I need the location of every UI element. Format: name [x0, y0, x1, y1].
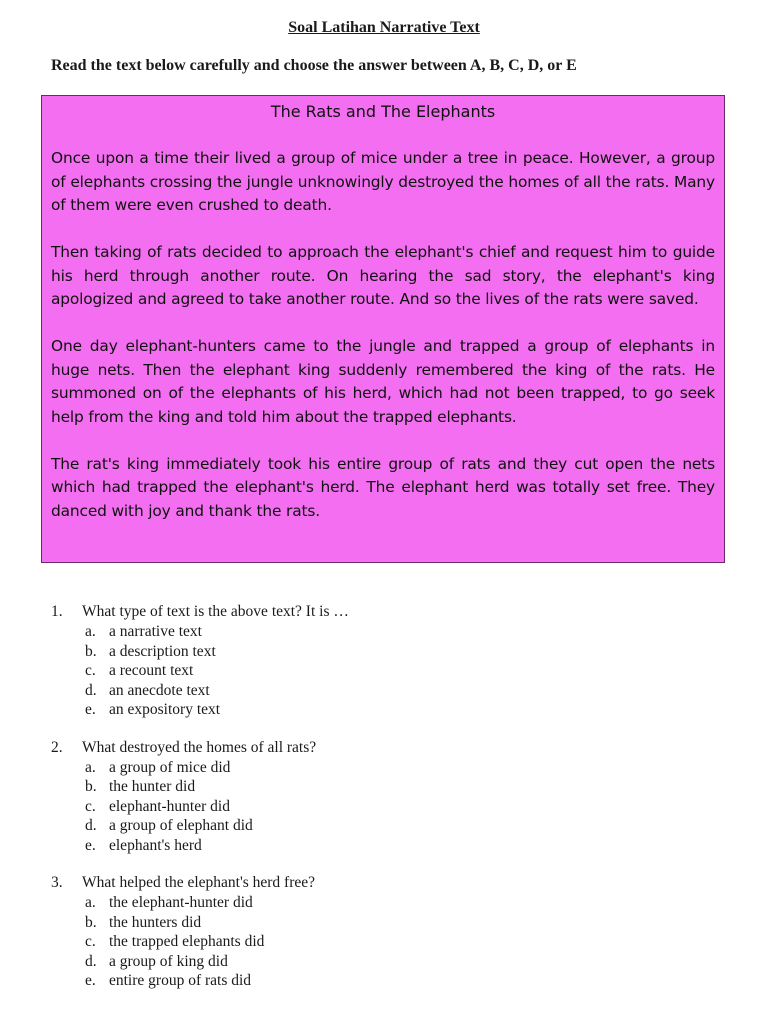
answer-option [85, 913, 731, 933]
question-number: 2. [51, 738, 63, 756]
option-letter: c. [85, 933, 96, 950]
answer-options [85, 622, 731, 720]
story-paragraph: Then taking of rats decided to approach the elephant's chief and request him to guide his herd through another route. On hearing the sad story, the elephant's king apologized and agreed to take another route. And so the lives of the rats were saved. [51, 243, 715, 308]
answer-option [85, 816, 731, 836]
option-letter: b. [85, 913, 97, 931]
answer-option [85, 952, 731, 972]
question-text: What destroyed the homes of all rats? [82, 738, 317, 756]
option-text: elephant-hunter did [109, 797, 230, 815]
answer-option [85, 622, 731, 642]
answer-option [85, 661, 731, 681]
option-text: a narrative text [109, 623, 202, 640]
option-letter: d. [85, 952, 97, 970]
option-letter: c. [85, 662, 96, 679]
question-number: 1. [51, 603, 63, 620]
option-text: the elephant-hunter did [109, 894, 253, 911]
question-number: 3. [51, 874, 63, 891]
option-text: a description text [109, 642, 216, 660]
answer-option [85, 642, 731, 662]
option-text: a group of mice did [109, 758, 231, 776]
option-text: a group of elephant did [109, 817, 253, 834]
answer-option [85, 797, 731, 817]
story-paragraph: Once upon a time their lived a group of mice under a tree in peace. However, a group of elephants crossing the jungle unknowingly destroyed the homes of all the rats. Many of them were even crushed to death. [51, 149, 715, 214]
answer-option [85, 836, 731, 856]
story-box [41, 95, 725, 563]
option-text: a group of king did [109, 952, 228, 970]
option-letter: a. [85, 758, 96, 776]
option-letter: c. [85, 797, 96, 815]
answer-options [85, 758, 731, 856]
option-letter: a. [85, 894, 96, 911]
question-1 [51, 601, 731, 720]
answer-option [85, 681, 731, 701]
option-text: the hunter did [109, 778, 196, 795]
option-letter: d. [85, 681, 97, 699]
answer-option [85, 758, 731, 778]
option-letter: a. [85, 623, 96, 640]
option-letter: e. [85, 972, 96, 989]
option-text: an anecdote text [109, 681, 210, 699]
answer-option [85, 777, 731, 797]
question-list [51, 601, 731, 1008]
option-letter: e. [85, 701, 96, 718]
question-3 [51, 872, 731, 991]
question-text: What type of text is the above text? It is … [82, 603, 349, 620]
option-text: the hunters did [109, 913, 202, 931]
option-text: an expository text [109, 701, 221, 718]
answer-option [85, 971, 731, 991]
option-text: the trapped elephants did [109, 933, 265, 950]
answer-option [85, 893, 731, 913]
option-letter: e. [85, 836, 96, 854]
page-title: Soal Latihan Narrative Text [288, 19, 480, 36]
answer-option [85, 932, 731, 952]
option-text: entire group of rats did [109, 972, 252, 989]
instruction-text: Read the text below carefully and choose the answer between A, B, C, D, or E [51, 57, 577, 74]
question-text: What helped the elephant's herd free? [82, 874, 316, 891]
option-letter: b. [85, 778, 97, 795]
option-letter: d. [85, 817, 97, 834]
answer-option [85, 700, 731, 720]
option-text: elephant's herd [109, 836, 202, 854]
story-paragraph: The rat's king immediately took his entire group of rats and they cut open the nets which had trapped the elephant's herd. The elephant herd was totally set free. They danced with joy and thank the rats. [51, 454, 715, 520]
option-text: a recount text [109, 662, 194, 679]
story-title: The Rats and The Elephants [270, 102, 496, 121]
answer-options [85, 893, 731, 991]
question-2 [51, 737, 731, 856]
story-paragraph: One day elephant-hunters came to the jungle and trapped a group of elephants in huge nets. Then the elephant king suddenly remembered the king of the rats. He summoned on of the elephants of his herd, which had not been trapped, to go seek help from the king and told him about the trapped elephants. [51, 337, 715, 426]
option-letter: b. [85, 642, 97, 660]
